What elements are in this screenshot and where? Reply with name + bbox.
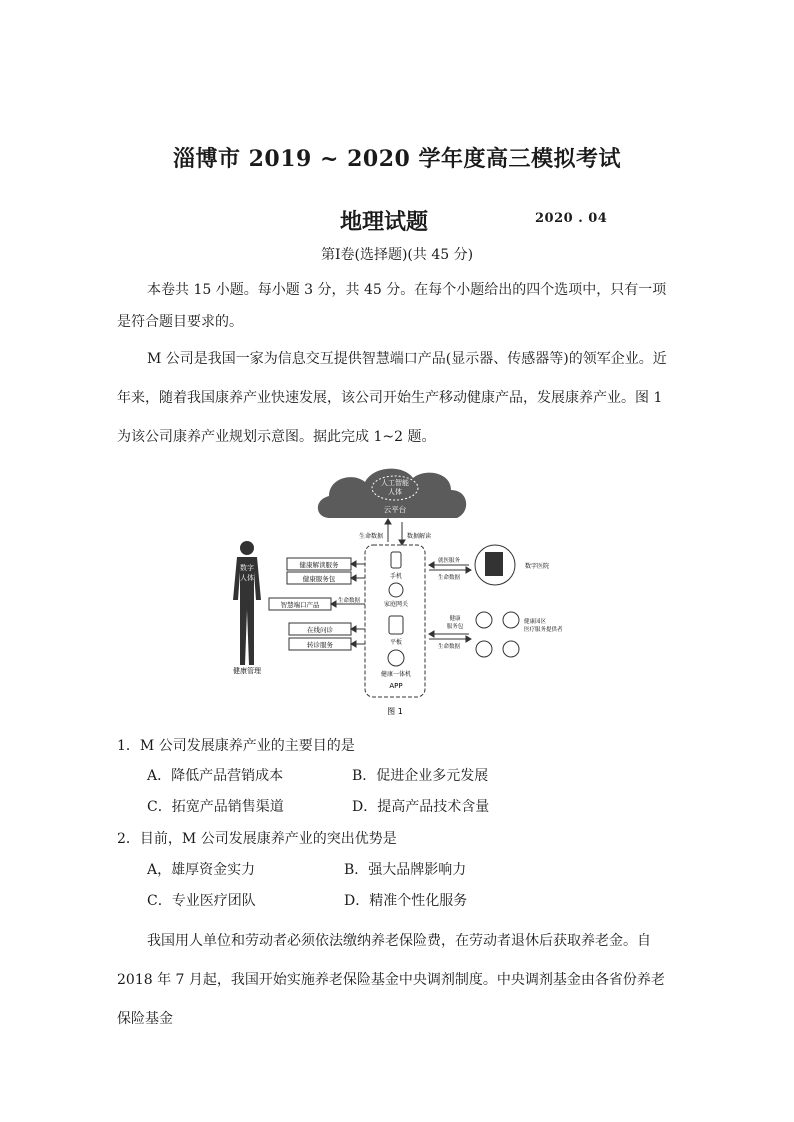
provider-arrows bbox=[429, 631, 471, 642]
cloud-platform-label: 云平台 bbox=[383, 505, 407, 514]
box-referral: 转诊服务 bbox=[307, 641, 333, 649]
page-title: 淄博市 2019 ~ 2020 学年度高三模拟考试 bbox=[172, 146, 622, 172]
provider-label-2: 医疗服务提供者 bbox=[524, 627, 563, 633]
provider-label-1: 健康园区 bbox=[524, 619, 547, 625]
human-silhouette-icon bbox=[233, 541, 261, 665]
cloud-ai-label: 人工智能 bbox=[381, 479, 409, 487]
provider-icons bbox=[476, 612, 519, 657]
figure-caption: 图 1 bbox=[387, 707, 403, 716]
box-online-consult: 在线问诊 bbox=[307, 626, 333, 634]
passage-2-paragraph: 我国用人单位和劳动者必须依法缴纳养老保险费，在劳动者退休后获取养老金。自 2018 年 7 月起，我国开始实施养老保险基金中央调剂制度。中央调剂基金由各省份养老保险基金 bbox=[117, 933, 665, 1027]
exam-date: 2020 . 04 bbox=[535, 211, 608, 226]
section-heading: 第Ⅰ卷(选择题)(共 45 分) bbox=[320, 247, 474, 263]
hospital-arrow-top-label: 就医服务 bbox=[437, 558, 461, 564]
body-label-b: 人体 bbox=[240, 574, 254, 582]
body-label-a: 数字 bbox=[240, 564, 254, 572]
arrow-down-label: 数据解读 bbox=[407, 533, 432, 540]
q1-option-c: C．拓宽产品销售渠道 bbox=[147, 799, 284, 815]
box-smart-port: 智慧端口产品 bbox=[280, 601, 320, 609]
hospital-label: 数字医院 bbox=[525, 563, 550, 570]
q1-option-d: D．提高产品技术含量 bbox=[352, 799, 490, 815]
q1-option-b: B．促进企业多元发展 bbox=[352, 768, 489, 784]
kiosk-icon bbox=[388, 650, 404, 666]
device-phone-label: 手机 bbox=[389, 573, 403, 580]
health-management-label: 健康管理 bbox=[233, 667, 261, 675]
q2-option-d: D．精准个性化服务 bbox=[344, 893, 468, 909]
q2-option-b: B．强大品牌影响力 bbox=[344, 862, 467, 878]
app-label: APP bbox=[389, 682, 403, 690]
device-gateway-label: 家庭网关 bbox=[383, 601, 409, 608]
q2-option-c: C．专业医疗团队 bbox=[147, 893, 256, 909]
passage-paragraph: M 公司是我国一家为信息交互提供智慧端口产品(显示器、传感器等)的领军企业。近年来，随着我国康养产业快速发展，该公司开始生产移动健康产品，发展康养产业。图 1 为该公司康养产业规划示意图。据此完成 1~2 题。 bbox=[117, 351, 667, 445]
device-tablet-label: 平板 bbox=[389, 639, 403, 646]
question-1-stem: 1．M 公司发展康养产业的主要目的是 bbox=[117, 738, 355, 754]
provider-arrow-bottom-label: 生命数据 bbox=[437, 644, 461, 650]
provider-arrow-top-label-2: 服务包 bbox=[446, 624, 464, 630]
provider-arrow-top-label-1: 健康 bbox=[449, 616, 461, 622]
q1-option-a: A．降低产品营销成本 bbox=[147, 768, 284, 784]
arrow-up-label: 生命数据 bbox=[358, 533, 383, 540]
question-2-stem: 2．目前，M 公司发展康养产业的突出优势是 bbox=[117, 831, 397, 847]
box-health-reading: 健康解读服务 bbox=[299, 561, 339, 569]
phone-icon bbox=[391, 552, 401, 568]
box-health-package: 健康服务包 bbox=[302, 575, 336, 583]
cloud-data-arrows bbox=[385, 519, 405, 545]
device-kiosk-label: 健康一体机 bbox=[380, 671, 412, 678]
subject-title: 地理试题 bbox=[340, 209, 429, 235]
figure-diagram bbox=[225, 460, 565, 720]
instructions-paragraph: 本卷共 15 小题。每小题 3 分，共 45 分。在每个小题给出的四个选项中，只有一项是符合题目要求的。 bbox=[117, 282, 667, 330]
gateway-icon bbox=[389, 583, 403, 597]
hospital-arrow-bottom-label: 生命数据 bbox=[437, 575, 461, 581]
q2-option-a: A，雄厚资金实力 bbox=[147, 862, 256, 878]
cloud-body-label: 人体 bbox=[388, 488, 402, 496]
left-arrow-label: 生命数据 bbox=[337, 598, 361, 604]
tablet-icon bbox=[389, 616, 403, 634]
